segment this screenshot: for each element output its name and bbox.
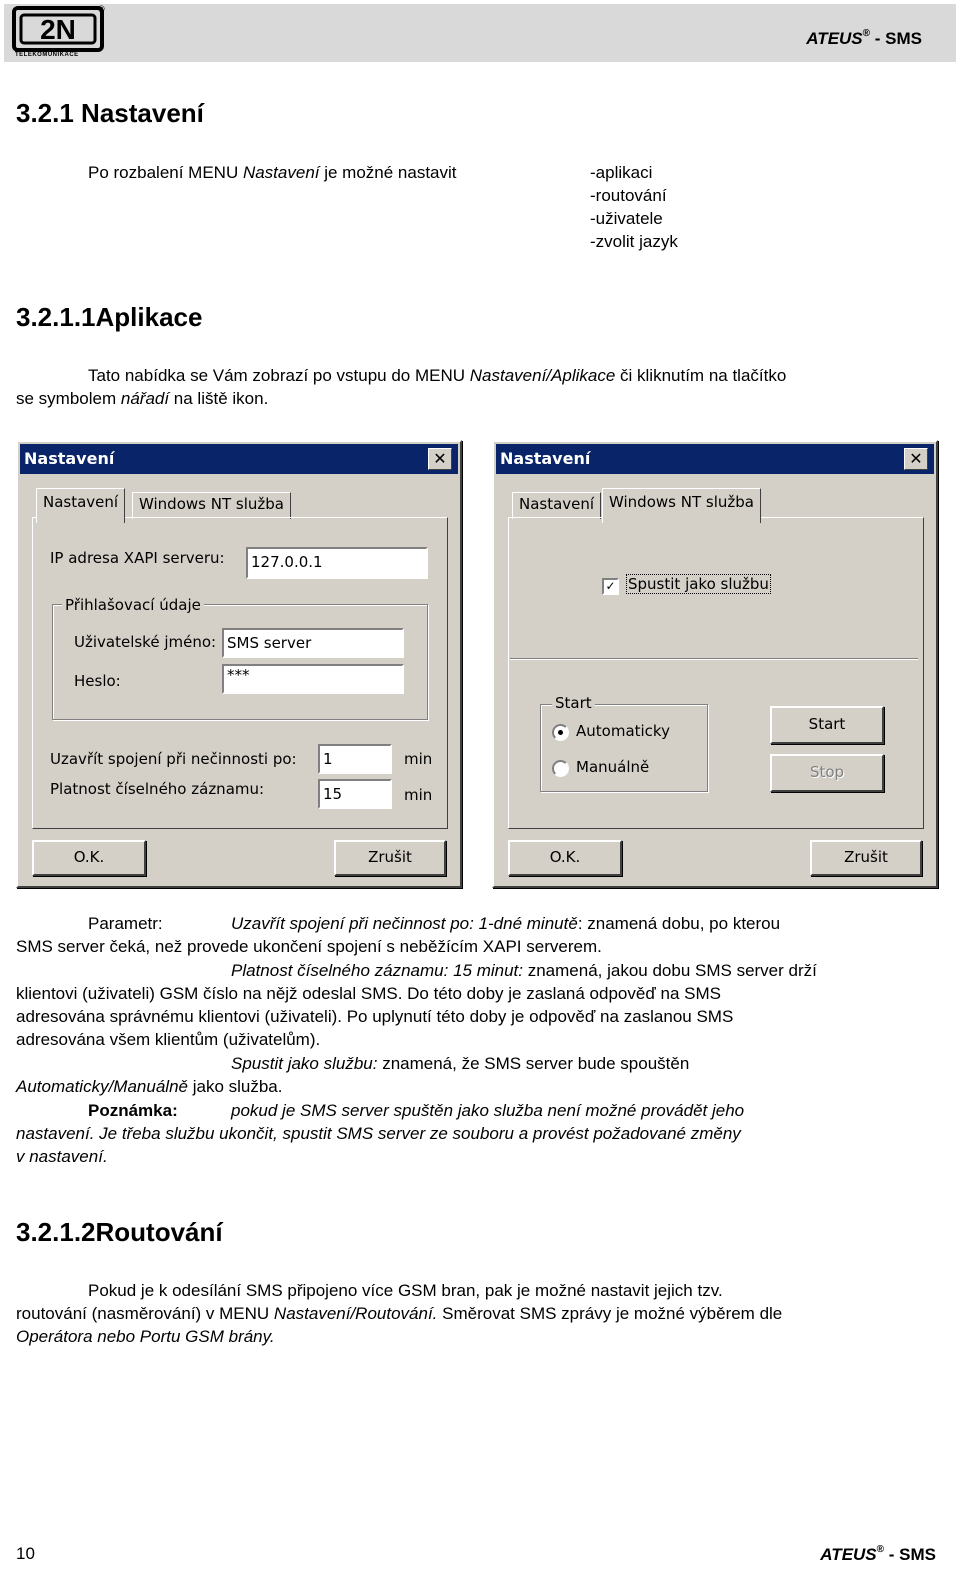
logo-subtitle: TELEKOMUNIKACE [15, 52, 79, 58]
svg-text:2N: 2N [40, 14, 76, 45]
radio-automaticky[interactable] [552, 724, 569, 741]
routovani-line1: Pokud je k odesílání SMS připojeno více GSM bran, pak je možné nastavit jejich tzv. [88, 1281, 723, 1300]
close-after-unit: min [404, 750, 433, 768]
param2-line4: adresována všem klientům (uživatelům). [16, 1030, 321, 1049]
ok-button[interactable]: O.K. [508, 840, 622, 876]
ip-input[interactable]: 127.0.0.1 [246, 547, 428, 579]
logo-graphic [12, 6, 106, 54]
password-label: Heslo: [74, 672, 121, 690]
option-item: -zvolit jazyk [590, 232, 678, 251]
param2-line1: Platnost číselného záznamu: 15 minut: znamená, jakou dobu SMS server drží [231, 961, 817, 980]
stop-button: Stop [770, 754, 884, 792]
close-after-label: Uzavřít spojení při nečinnosti po: [50, 750, 297, 768]
tab-windows-nt[interactable]: Windows NT služba [602, 488, 761, 523]
radio-manualne[interactable] [552, 760, 569, 777]
dialog-nastaveni [16, 440, 462, 888]
tab-windows-nt[interactable]: Windows NT služba [132, 492, 291, 519]
routovani-line3: Operátora nebo Portu GSM brány. [16, 1327, 275, 1346]
ok-button[interactable]: O.K. [32, 840, 146, 876]
param3-line1: Spustit jako službu: znamená, že SMS server bude spouštěn [231, 1054, 690, 1073]
login-group-label: Přihlašovací údaje [62, 596, 204, 614]
page-number: 10 [16, 1544, 35, 1563]
start-group-label: Start [552, 694, 595, 712]
option-item: -uživatele [590, 209, 663, 228]
option-item: -routování [590, 186, 667, 205]
cancel-button[interactable]: Zrušit [810, 840, 922, 876]
start-group [540, 704, 708, 792]
service-checkbox[interactable]: ✓ [602, 578, 619, 595]
heading-nastaveni: 3.2.1 Nastavení [16, 98, 204, 128]
tab-nastaveni[interactable]: Nastavení [36, 488, 125, 523]
param2-line3: adresována správnému klientovi (uživateli). Po uplynutí této doby je odpověď na zaslanou SMS [16, 1007, 734, 1026]
tab-nastaveni[interactable]: Nastavení [512, 492, 601, 519]
aplikace-para-line1: Tato nabídka se Vám zobrazí po vstupu do MENU Nastavení/Aplikace či kliknutím na tlačítko [88, 366, 787, 385]
aplikace-para-line2: se symbolem nářadí na liště ikon. [16, 389, 269, 408]
close-icon[interactable]: ✕ [904, 448, 928, 470]
heading-routovani: 3.2.1.2Routování [16, 1217, 223, 1247]
username-label: Uživatelské jméno: [74, 633, 217, 651]
heading-aplikace: 3.2.1.1Aplikace [16, 302, 203, 332]
close-icon[interactable]: ✕ [428, 448, 452, 470]
validity-unit: min [404, 786, 433, 804]
param-label: Parametr: [88, 914, 163, 933]
options-list [590, 161, 678, 253]
dialog-title: Nastavení [24, 449, 115, 468]
close-after-input[interactable]: 1 [318, 744, 392, 774]
note-line2: nastavení. Je třeba službu ukončit, spustit SMS server ze souboru a provést požadované změny [16, 1124, 741, 1143]
ip-label: IP adresa XAPI serveru: [50, 549, 225, 567]
logo-registered-mark: ® [98, 4, 105, 14]
param3-line2: Automaticky/Manuálně jako služba. [16, 1077, 283, 1096]
dialog-titlebar [20, 444, 458, 474]
note-line1: pokud je SMS server spuštěn jako služba není možné provádět jeho [231, 1101, 745, 1120]
separator [510, 658, 918, 660]
radio-automaticky-label[interactable]: Automaticky [576, 722, 670, 740]
radio-manualne-label[interactable]: Manuálně [576, 758, 650, 776]
service-checkbox-label[interactable]: Spustit jako službu [628, 575, 769, 593]
username-input[interactable]: SMS server [222, 628, 404, 658]
validity-input[interactable]: 15 [318, 779, 392, 809]
intro-text: Po rozbalení MENU Nastavení je možné nastavit [88, 163, 457, 182]
header-product-title: ATEUS® - SMS [806, 28, 922, 48]
footer-product-title: ATEUS® - SMS [820, 1544, 936, 1564]
dialog-nastaveni-service [492, 440, 938, 888]
param1-line1: Uzavřít spojení při nečinnost po: 1-dné minutě: znamená dobu, po kterou [231, 914, 781, 933]
option-item: -aplikaci [590, 163, 653, 182]
routovani-line2: routování (nasměrování) v MENU Nastavení/Routování. Směrovat SMS zprávy je možné výběrem dle [16, 1304, 783, 1323]
validity-label: Platnost číselného záznamu: [50, 780, 265, 798]
cancel-button[interactable]: Zrušit [334, 840, 446, 876]
login-group [52, 604, 428, 720]
start-button[interactable]: Start [770, 706, 884, 744]
note-label: Poznámka: [88, 1101, 178, 1120]
password-input[interactable]: *** [222, 664, 404, 694]
param1-line2: SMS server čeká, než provede ukončení spojení s neběžícím XAPI serverem. [16, 937, 602, 956]
dialog-title: Nastavení [500, 449, 591, 468]
note-line3: v nastavení. [16, 1147, 108, 1166]
dialog-titlebar [496, 444, 934, 474]
param2-line2: klientovi (uživateli) GSM číslo na nějž odeslal SMS. Do této doby je zaslaná odpověď na SMS [16, 984, 721, 1003]
